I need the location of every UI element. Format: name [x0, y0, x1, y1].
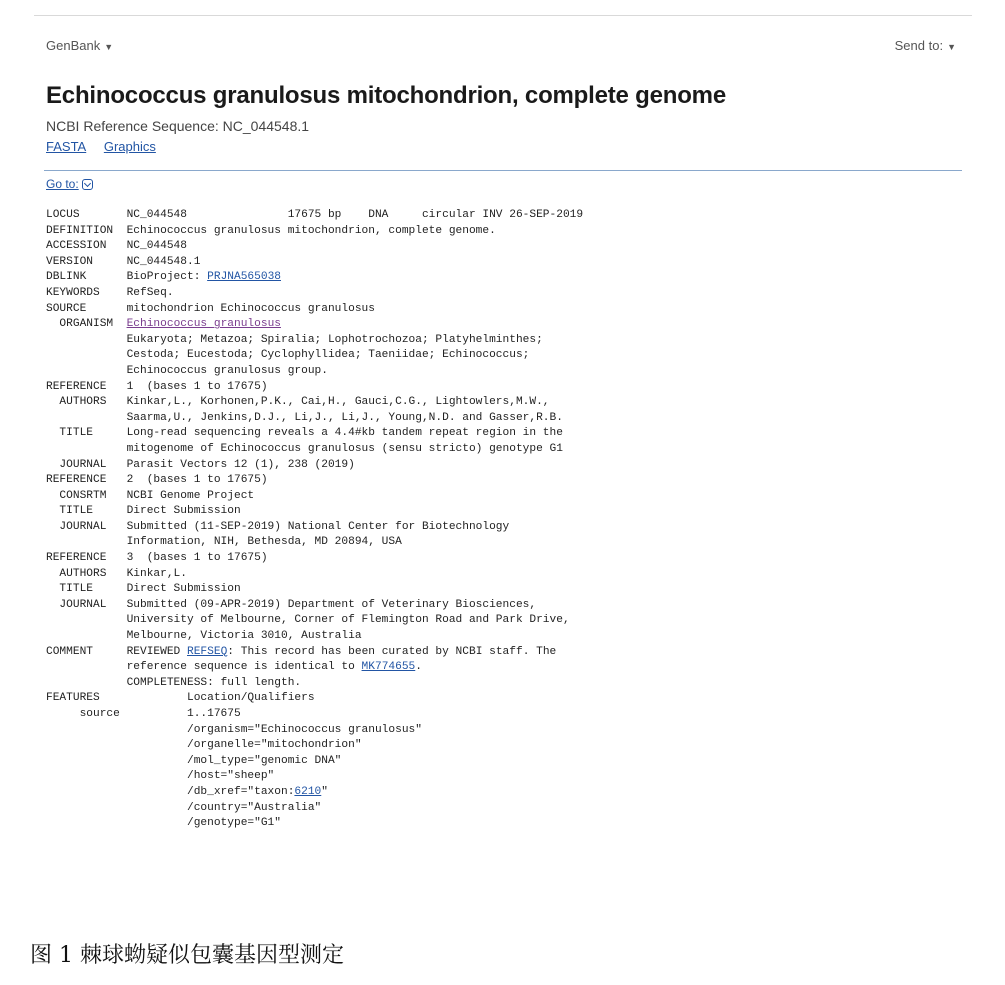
record-link[interactable]: MK774655: [361, 661, 416, 674]
send-to-label: Send to:: [894, 38, 944, 53]
record-line: [46, 645, 583, 661]
record-text: reference sequence is identical to: [46, 661, 362, 674]
record-text: REFERENCE 3 (bases 1 to 17675): [46, 552, 268, 565]
record-link[interactable]: REFSEQ: [187, 645, 228, 658]
record-line: [46, 364, 583, 380]
record-text: ": [321, 785, 328, 798]
record-line: [46, 333, 583, 349]
caret-down-icon: ▼: [947, 41, 956, 52]
record-text: /mol_type="genomic DNA": [46, 754, 342, 767]
record-line: [46, 489, 583, 505]
record-line: [46, 769, 583, 785]
record-text: DBLINK BioProject:: [46, 271, 208, 284]
record-text: TITLE Direct Submission: [46, 505, 241, 518]
record-line: [46, 411, 583, 427]
record-link[interactable]: 6210: [294, 785, 322, 798]
record-text: DEFINITION Echinococcus granulosus mitochondrion, complete genome.: [46, 224, 496, 237]
record-text: /genotype="G1": [46, 817, 281, 830]
record-line: [46, 754, 583, 770]
top-divider: [34, 15, 972, 16]
record-line: [46, 582, 583, 598]
record-text: AUTHORS Kinkar,L., Korhonen,P.K., Cai,H., Gauci,C.G., Lightowlers,M.W.,: [46, 396, 550, 409]
record-text: mitogenome of Echinococcus granulosus (sensu stricto) genotype G1: [46, 442, 563, 455]
record-text: FEATURES Location/Qualifiers: [46, 692, 315, 705]
record-text: /db_xref="taxon:: [46, 785, 295, 798]
record-line: [46, 302, 583, 318]
record-text: : This record has been curated by NCBI staff. The: [227, 645, 557, 658]
record-line: [46, 738, 583, 754]
graphics-link[interactable]: Graphics: [103, 139, 156, 154]
record-line: [46, 629, 583, 645]
database-menu[interactable]: [46, 38, 113, 53]
record-link[interactable]: PRJNA565038: [207, 271, 281, 284]
record-text: COMPLETENESS: full length.: [46, 676, 302, 689]
record-line: [46, 473, 583, 489]
record-text: KEYWORDS RefSeq.: [46, 286, 174, 299]
figure-caption: 图 1 棘球蚴疑似包囊基因型测定: [30, 943, 344, 968]
record-text: SOURCE mitochondrion Echinococcus granulosus: [46, 302, 375, 315]
record-line: [46, 660, 583, 676]
record-text: LOCUS NC_044548 17675 bp DNA circular INV 26-SEP-2019: [46, 209, 584, 221]
record-text: JOURNAL Submitted (09-APR-2019) Department of Veterinary Biosciences,: [46, 598, 537, 611]
record-line: [46, 208, 583, 224]
record-text: source 1..17675: [46, 708, 241, 720]
fasta-link[interactable]: FASTA: [46, 139, 87, 154]
record-line: [46, 224, 583, 240]
record-line: [46, 598, 583, 614]
record-line: [46, 691, 583, 707]
record-line: [46, 255, 583, 271]
record-line: [46, 504, 583, 520]
record-text: /host="sheep": [46, 770, 275, 783]
record-text: REFERENCE 2 (bases 1 to 17675): [46, 474, 268, 487]
record-line: [46, 442, 583, 458]
genbank-record: [46, 208, 583, 832]
record-line: [46, 520, 583, 536]
record-text: JOURNAL Parasit Vectors 12 (1), 238 (2019): [46, 458, 355, 471]
record-line: [46, 723, 583, 739]
record-line: [46, 801, 583, 817]
record-line: [46, 380, 583, 396]
record-text: CONSRTM NCBI Genome Project: [46, 489, 255, 502]
record-text: Saarma,U., Jenkins,D.J., Li,J., Li,J., Young,N.D. and Gasser,R.B.: [46, 411, 563, 424]
record-line: [46, 426, 583, 442]
goto-menu[interactable]: [46, 177, 93, 191]
record-line: [46, 816, 583, 832]
record-text: TITLE Long-read sequencing reveals a 4.4#kb tandem repeat region in the: [46, 427, 563, 440]
record-text: Echinococcus granulosus group.: [46, 364, 328, 377]
record-link[interactable]: Echinococcus granulosus: [126, 318, 281, 331]
record-line: [46, 613, 583, 629]
record-text: ACCESSION NC_044548: [46, 240, 187, 253]
record-text: Melbourne, Victoria 3010, Australia: [46, 630, 362, 643]
top-bar: [46, 38, 956, 53]
record-line: [46, 348, 583, 364]
page-title: Echinococcus granulosus mitochondrion, complete genome: [46, 82, 726, 109]
record-text: University of Melbourne, Corner of Flemington Road and Park Drive,: [46, 614, 570, 627]
record-text: REFERENCE 1 (bases 1 to 17675): [46, 380, 268, 393]
format-links: [46, 139, 170, 154]
record-line: [46, 676, 583, 692]
goto-label: Go to:: [46, 177, 79, 191]
record-line: [46, 286, 583, 302]
record-text: .: [415, 661, 422, 674]
record-line: [46, 785, 583, 801]
record-line: [46, 270, 583, 286]
record-line: [46, 707, 583, 723]
record-text: VERSION NC_044548.1: [46, 255, 201, 268]
chevron-circle-down-icon: [82, 179, 93, 190]
record-line: [46, 551, 583, 567]
record-text: /country="Australia": [46, 801, 322, 814]
record-text: COMMENT REVIEWED: [46, 645, 187, 658]
record-line: [46, 395, 583, 411]
record-line: [46, 239, 583, 255]
record-line: [46, 535, 583, 551]
record-text: /organelle="mitochondrion": [46, 739, 362, 752]
record-line: [46, 317, 583, 333]
record-text: Cestoda; Eucestoda; Cyclophyllidea; Taeniidae; Echinococcus;: [46, 349, 530, 362]
send-to-menu[interactable]: [895, 38, 956, 53]
section-divider: [44, 170, 962, 171]
record-line: [46, 567, 583, 583]
record-line: [46, 458, 583, 474]
caret-down-icon: ▼: [104, 41, 114, 52]
record-text: Eukaryota; Metazoa; Spiralia; Lophotrochozoa; Platyhelminthes;: [46, 333, 543, 346]
record-text: /organism="Echinococcus granulosus": [46, 723, 422, 736]
record-text: TITLE Direct Submission: [46, 583, 241, 596]
refseq-accession: NCBI Reference Sequence: NC_044548.1: [46, 118, 310, 134]
record-text: AUTHORS Kinkar,L.: [46, 567, 187, 580]
database-menu-label: GenBank: [46, 38, 101, 53]
record-text: JOURNAL Submitted (11-SEP-2019) National Center for Biotechnology: [46, 520, 510, 533]
record-text: ORGANISM: [46, 318, 127, 331]
record-text: Information, NIH, Bethesda, MD 20894, USA: [46, 536, 402, 549]
